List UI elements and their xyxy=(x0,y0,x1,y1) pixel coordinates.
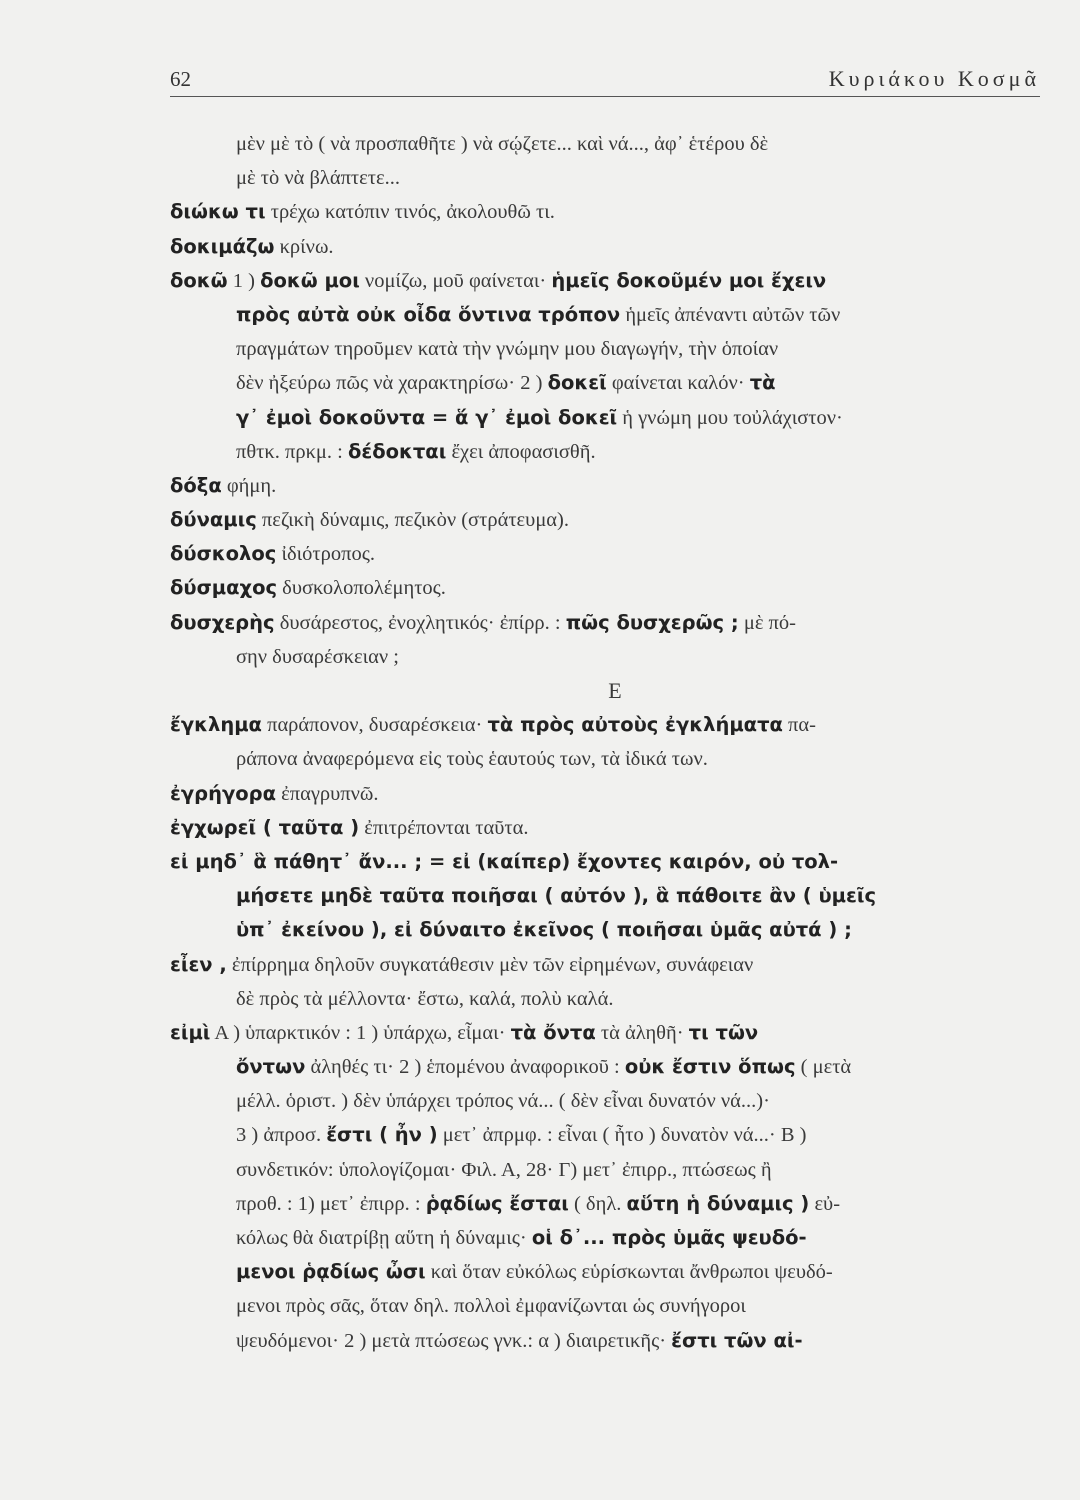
bold-phrase: οἱ δ᾽... πρὸς ὑμᾶς ψευδό- xyxy=(531,1226,807,1249)
entry-text: ἐπιτρέπονται ταῦτα. xyxy=(359,816,529,839)
headword: εἶεν , xyxy=(170,952,227,976)
bold-phrase: ἔστι τῶν αἰ- xyxy=(671,1328,803,1352)
text-line xyxy=(170,1187,1040,1221)
headword: ἐγρήγορα xyxy=(170,781,277,805)
headword: δύσκολος xyxy=(170,542,277,566)
entry-text: προθ. : 1) μετ᾽ ἐπιρρ. : xyxy=(236,1192,426,1215)
entry-text: ράπονα ἀναφερόμενα εἰς τοὺς ἑαυτούς των, τὰ ἰδικά των. xyxy=(236,748,708,771)
running-title: Κυριάκου Κοσμᾶ xyxy=(828,66,1040,91)
entry-line xyxy=(170,264,1040,298)
entry-text: παράπονον, δυσαρέσκεια· xyxy=(261,714,488,737)
headword: ἐγχωρεῖ ( ταῦτα ) xyxy=(170,815,360,839)
headword: δύναμις xyxy=(170,508,257,532)
text-line xyxy=(170,982,1040,1016)
entry-text: κρίνω. xyxy=(274,235,334,258)
entry-text: δὲν ἠξεύρω πῶς νὰ χαρακτηρίσω· 2 ) xyxy=(236,372,548,395)
text-line xyxy=(170,1255,1040,1289)
text-line xyxy=(170,1118,1040,1152)
glossary-body xyxy=(170,127,1040,1358)
text-line xyxy=(170,1050,1040,1084)
bold-phrase: τὰ πρὸς αὐτοὺς ἐγκλήματα xyxy=(487,713,783,737)
bold-phrase: ὄντων xyxy=(236,1055,306,1079)
section-letter: Ε xyxy=(608,678,622,703)
entry-text: μὲ πό- xyxy=(738,611,796,634)
entry-line xyxy=(170,537,1040,571)
text-line xyxy=(170,298,1040,332)
page-header xyxy=(170,52,1040,97)
entry-text: μὲν μὲ τὸ ( νὰ προσπαθῆτε ) νὰ σῴζετε... καὶ νά..., ἀφ᾽ ἑτέρου δὲ xyxy=(236,133,769,155)
entry-line xyxy=(170,571,1040,605)
entry-text: συνδετικόν: ὑπολογίζομαι· Φιλ. Α, 28· Γ) μετ᾽ ἐπιρρ., πτώσεως ἢ xyxy=(236,1158,772,1181)
entry-line xyxy=(170,777,1040,811)
entry-text: φαίνεται καλόν· xyxy=(606,372,750,395)
entry-line xyxy=(170,469,1040,503)
entry-text: μενοι πρὸς σᾶς, ὅταν δηλ. πολλοὶ ἐμφανίζωνται ὡς συνήγοροι xyxy=(236,1295,746,1318)
bold-phrase: δοκεῖ xyxy=(547,371,607,395)
entry-text: Α ) ὑπαρκτικόν : 1 ) ὑπάρχω, εἶμαι· xyxy=(210,1021,511,1044)
entry-text: μέλλ. ὁριστ. ) δὲν ὑπάρχει τρόπος νά... ( δὲν εἶναι δυνατόν νά...)· xyxy=(236,1090,770,1113)
text-line xyxy=(170,1153,1040,1187)
bold-phrase: δέδοκται xyxy=(347,439,447,463)
entry-line xyxy=(170,195,1040,229)
entry-text: πα- xyxy=(782,714,816,737)
bold-phrase: μήσετε μηδὲ ταῦτα ποιῆσαι ( αὐτόν ), ἃ πάθοιτε ἂν ( ὑμεῖς xyxy=(236,884,877,908)
bold-phrase: δοκῶ μοι xyxy=(260,268,360,292)
bold-phrase: πῶς δυσχερῶς ; xyxy=(565,610,739,634)
bold-phrase: μενοι ῥᾳδίως ὦσι xyxy=(236,1260,426,1284)
headword: δύσμαχος xyxy=(170,576,278,600)
entry-text: ἡμεῖς ἀπέναντι αὐτῶν τῶν xyxy=(620,303,841,326)
headword: δόξα xyxy=(170,473,222,497)
text-line xyxy=(170,1289,1040,1323)
text-line xyxy=(170,879,1040,913)
entry-line xyxy=(170,606,1040,640)
entry-line xyxy=(170,845,1040,879)
entry-text: ἡ γνώμη μου τοὐλάχιστον· xyxy=(617,406,843,429)
entry-line xyxy=(170,811,1040,845)
bold-phrase: τὰ xyxy=(749,371,776,395)
headword: εἰμὶ xyxy=(170,1020,211,1044)
entry-text: ἔχει ἀποφασισθῆ. xyxy=(446,440,596,463)
entry-text: καὶ ὅταν εὐκόλως εὑρίσκωνται ἄνθρωποι ψευδό- xyxy=(425,1261,833,1284)
entry-text: πραγμάτων τηροῦμεν κατὰ τὴν γνώμην μου διαγωγήν, τὴν ὁποίαν xyxy=(236,338,779,361)
text-line xyxy=(170,742,1040,776)
entry-text: 3 ) ἀπροσ. xyxy=(236,1124,327,1147)
entry-text: ἐπαγρυπνῶ. xyxy=(276,782,379,805)
entry-text: ἐπίρρημα δηλοῦν συγκατάθεσιν μὲν τῶν εἰρημένων, συνάφειαν xyxy=(226,953,754,976)
text-line xyxy=(170,1221,1040,1255)
entry-text: ψευδόμενοι· 2 ) μετὰ πτώσεως γνκ.: α ) διαιρετικῆς· xyxy=(236,1329,672,1352)
headword: δυσχερὴς xyxy=(170,610,275,634)
text-line xyxy=(170,1084,1040,1118)
entry-text: 1 ) xyxy=(227,269,261,292)
entry-line xyxy=(170,230,1040,264)
entry-line xyxy=(170,1016,1040,1050)
headword: δοκιμάζω xyxy=(170,234,275,258)
bold-phrase: πρὸς αὐτὰ οὐκ οἶδα ὅντινα τρόπον xyxy=(236,302,621,326)
bold-phrase: οὐκ ἔστιν ὅπως xyxy=(624,1055,796,1079)
text-line xyxy=(170,127,1040,161)
entry-text: δὲ πρὸς τὰ μέλλοντα· ἔστω, καλά, πολὺ καλά. xyxy=(236,987,614,1010)
bold-phrase: ὑπ᾽ ἐκείνου ), εἰ δύναιτο ἐκεῖνος ( ποιῆσαι ὑμᾶς αὐτά ) ; xyxy=(236,918,852,942)
entry-text: πεζικὴ δύναμις, πεζικὸν (στράτευμα). xyxy=(256,509,570,532)
bold-phrase: ἡμεῖς δοκοῦμέν μοι ἔχειν xyxy=(551,268,827,292)
bold-phrase: τι τῶν xyxy=(688,1020,759,1044)
headword: δοκῶ xyxy=(170,268,228,292)
bold-phrase: τὰ ὄντα xyxy=(510,1020,596,1044)
entry-text: ἀληθές τι· 2 ) ἑπομένου ἀναφορικοῦ : xyxy=(305,1056,625,1079)
headword: διώκω τι xyxy=(170,200,266,224)
text-line xyxy=(170,161,1040,195)
headword: ἔγκλημα xyxy=(170,713,262,737)
entry-text: δυσάρεστος, ἐνοχλητικός· ἐπίρρ. : xyxy=(274,611,566,634)
text-line xyxy=(170,913,1040,947)
bold-phrase: ῥᾳδίως ἔσται xyxy=(425,1191,569,1215)
bold-phrase: ἔστι ( ἦν ) xyxy=(326,1123,438,1147)
entry-text: νομίζω, μοῦ φαίνεται· xyxy=(359,269,552,292)
entry-text: ( δηλ. xyxy=(568,1192,627,1215)
entry-text: φήμη. xyxy=(221,474,277,497)
text-line xyxy=(170,332,1040,366)
entry-line xyxy=(170,708,1040,742)
text-line xyxy=(170,1324,1040,1358)
entry-text: μετ᾽ ἀπρμφ. : εἶναι ( ἦτο ) δυνατὸν νά...· Β ) xyxy=(437,1124,807,1147)
entry-text: σην δυσαρέσκειαν ; xyxy=(236,645,399,668)
entry-line xyxy=(170,503,1040,537)
entry-text: ( μετὰ xyxy=(795,1056,852,1079)
text-line xyxy=(170,366,1040,400)
entry-text: κόλως θὰ διατρίβῃ αὕτη ἡ δύναμις· xyxy=(236,1227,532,1249)
page-number: 62 xyxy=(170,67,191,91)
entry-text: μὲ τὸ νὰ βλάπτετε... xyxy=(236,167,400,190)
text-line xyxy=(170,401,1040,435)
text-line xyxy=(170,435,1040,469)
bold-phrase: αὕτη ἡ δύναμις ) xyxy=(626,1191,810,1215)
entry-text: ἰδιότροπος. xyxy=(276,543,375,566)
bold-phrase: γ᾽ ἐμοὶ δοκοῦντα = ἅ γ᾽ ἐμοὶ δοκεῖ xyxy=(236,405,618,429)
entry-line xyxy=(170,948,1040,982)
entry-text: πθτκ. πρκμ. : xyxy=(236,440,348,463)
entry-text: δυσκολοπολέμητος. xyxy=(277,577,446,600)
bold-phrase: εἰ μηδ᾽ ἃ πάθητ᾽ ἄν... ; = εἰ (καίπερ) ἔχοντες καιρόν, οὐ τολ- xyxy=(170,849,839,873)
entry-text: τὰ ἀληθῆ· xyxy=(595,1021,689,1044)
entry-text: εὐ- xyxy=(809,1192,841,1215)
text-line xyxy=(170,640,1040,674)
entry-text: τρέχω κατόπιν τινός, ἀκολουθῶ τι. xyxy=(265,201,555,224)
